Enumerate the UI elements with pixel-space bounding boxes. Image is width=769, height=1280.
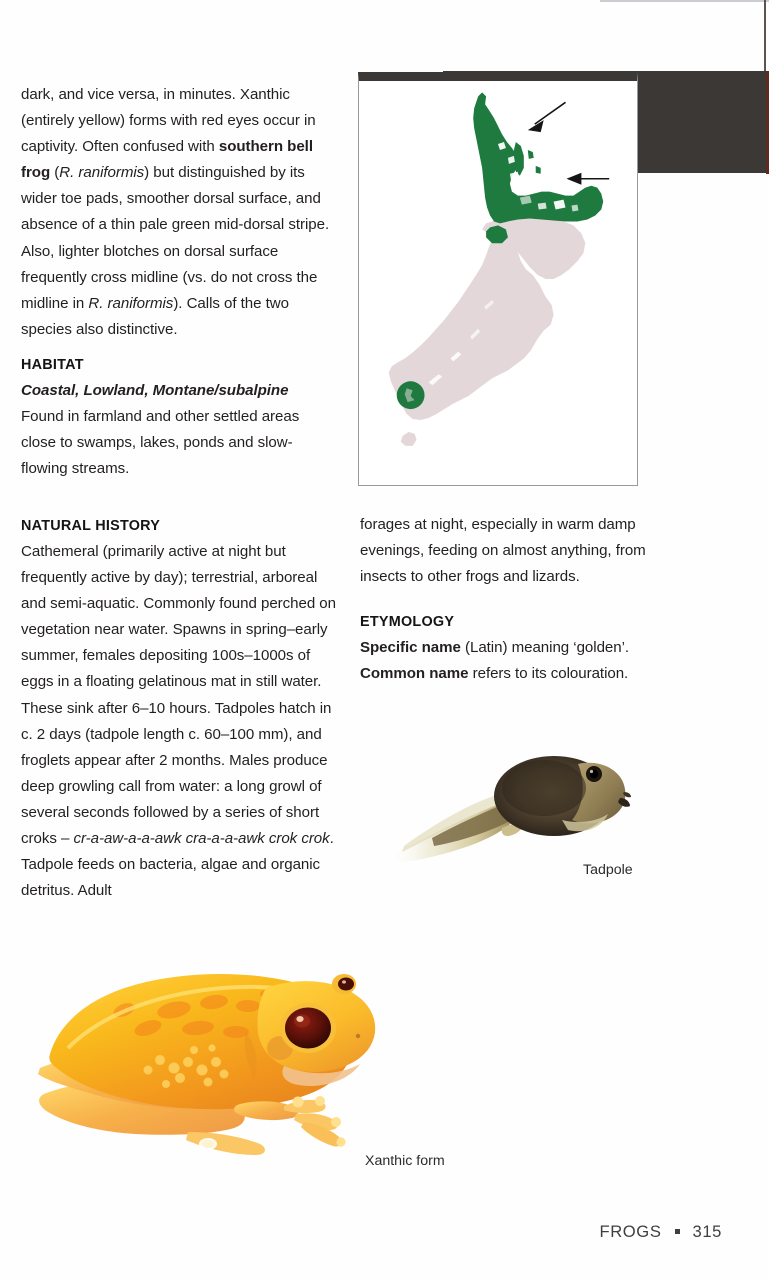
map-arrow-northland	[528, 102, 566, 132]
tadpole-caption: Tadpole	[583, 862, 633, 878]
intro-run-4: ). Calls of the two species also distinctive.	[21, 294, 289, 338]
new-zealand-map	[359, 81, 637, 485]
habitat-heading: HABITAT	[21, 357, 84, 373]
etymology-heading: ETYMOLOGY	[360, 614, 455, 630]
nathist-run-1: Cathemeral (primarily active at night but frequently active by day); terrestrial, arboreal and semi-aquatic. Commonly found perched on vegetation near water. Spawns in spring–early summer, females depositing 100s–1000s of eggs in a floating gelatinous mat in still water. These sink after 6–10 hours. Tadpoles hatch in c. 2 days (tadpole length c. 60–100 mm), and froglets appear after 2 months. Males produce deep growling call from water: a long growl of several seconds followed by a series of short croks –	[21, 543, 336, 848]
page-footer	[0, 1222, 722, 1242]
natural-history-continued-body: forages at night, especially in warm damp evenings, feeding on almost anything, from insects to other frogs and lizards.	[360, 516, 646, 586]
left-column-intro	[21, 82, 336, 343]
nathist-italic-call: cr-a-aw-a-a-awk cra-a-a-awk crok crok	[73, 830, 330, 848]
tadpole-photograph	[372, 736, 662, 866]
habitat-subheading: Coastal, Lowland, Montane/subalpine	[21, 382, 289, 399]
right-column-natural-history-continued	[360, 512, 680, 590]
etymology-common-label: Common name	[360, 665, 469, 683]
frog-eye-highlight	[296, 1016, 303, 1022]
natural-history-section	[21, 513, 336, 904]
frog-nostril	[356, 1034, 360, 1038]
habitat-body: Found in farmland and other settled areas close to swamps, lakes, ponds and slow-flowing streams.	[21, 408, 300, 478]
etymology-common-text: refers to its colouration.	[468, 665, 629, 683]
page-right-edge-line	[764, 0, 766, 72]
intro-bold-southern-bell-frog: southern bell frog	[21, 138, 313, 182]
etymology-specific-text: (Latin) meaning ‘golden’.	[460, 639, 630, 656]
footer-page-number: 315	[692, 1222, 722, 1241]
intro-paragraph	[21, 82, 336, 343]
etymology-common-name	[360, 661, 680, 687]
frog-caption: Xanthic form	[365, 1153, 445, 1169]
frog-front-foot	[234, 1096, 346, 1147]
tadpole-illustration	[372, 736, 662, 866]
page-top-edge-line	[600, 0, 769, 2]
natural-history-heading: NATURAL HISTORY	[21, 518, 161, 534]
intro-run-2: (	[50, 164, 60, 182]
intro-italic-species-2: R. raniformis	[88, 294, 174, 312]
xanthic-frog-photograph	[8, 936, 386, 1158]
intro-run-3: ) but distinguished by its wider toe pads, smoother dorsal surface, and absence of a thin pale green mid-dorsal stripe. Also, lighter blotches on dorsal surface frequently cross midline (vs. do not cross the midline in	[21, 164, 330, 312]
intro-italic-species-1: R. raniformis	[59, 164, 145, 182]
habitat-section	[21, 352, 336, 482]
distribution-map-panel	[358, 72, 638, 486]
intro-run-1: dark, and vice versa, in minutes. Xanthic (entirely yellow) forms with red eyes occur in captivity. Often confused with	[21, 86, 316, 156]
golden-bell-frog-illustration	[8, 936, 386, 1158]
footer-section-label: FROGS	[599, 1222, 662, 1241]
map-arrow-bay-of-plenty	[567, 173, 610, 185]
etymology-specific-label: Specific name	[360, 639, 461, 656]
etymology-specific-name	[360, 635, 680, 661]
footer-separator-dot	[675, 1229, 680, 1234]
natural-history-body	[21, 539, 336, 904]
etymology-section	[360, 609, 680, 687]
frog-eye	[285, 1008, 331, 1049]
frog-hind-foot	[186, 1132, 265, 1155]
nathist-run-2: . Tadpole feeds on bacteria, algae and organic detritus. Adult	[21, 830, 334, 900]
